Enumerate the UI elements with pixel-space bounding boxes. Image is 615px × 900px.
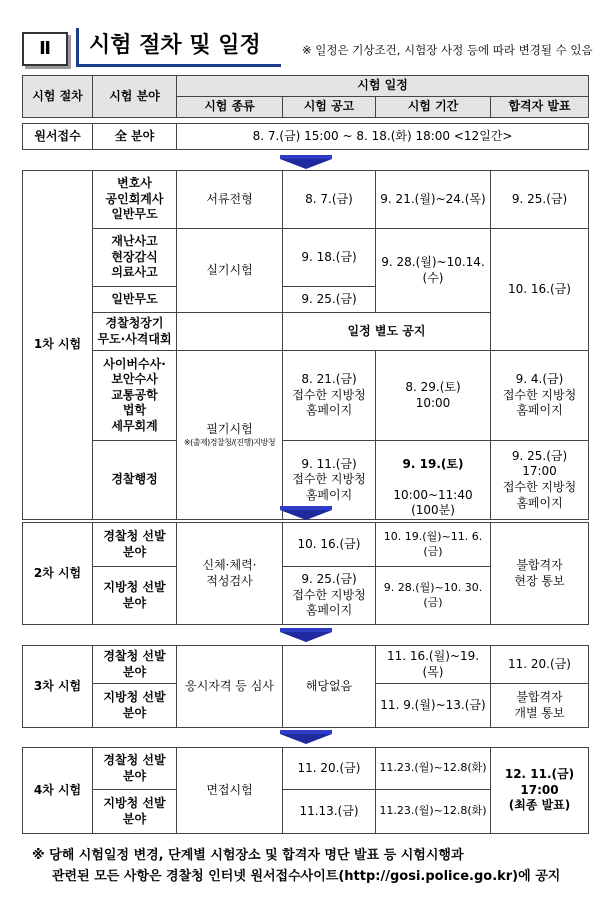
- arrow-down-icon: [280, 628, 332, 642]
- stage4-procedure: 4차 시험: [23, 748, 93, 834]
- stage2-procedure: 2차 시험: [23, 523, 93, 625]
- stage1-procedure: 1차 시험: [23, 171, 93, 520]
- stage4-period: 11.23.(월)~12.8(화): [376, 790, 491, 834]
- stage1-period-date: 9. 19.(토): [402, 456, 464, 471]
- col-header-type: 시험 종류: [177, 97, 283, 118]
- stage1-result: 9. 25.(금) 17:00 접수한 지방청 홈페이지: [491, 441, 589, 520]
- stage1-type-note: ※(출제)경찰청/(진행)지방청: [183, 437, 276, 447]
- stage3-result: 11. 20.(금): [491, 646, 589, 684]
- stage2-period: 10. 19.(월)~11. 6.(금): [376, 523, 491, 567]
- stage1-notice: 9. 18.(금): [283, 229, 376, 287]
- stage1-type: 필기시험: [206, 421, 253, 436]
- arrow-down-icon: [280, 155, 332, 169]
- stage1-type: 서류전형: [177, 171, 283, 229]
- stage2-result: 불합격자 현장 통보: [491, 523, 589, 625]
- title-underline: [76, 64, 281, 67]
- arrow-down-icon: [280, 730, 332, 744]
- col-header-procedure: 시험 절차: [23, 76, 93, 118]
- schedule-change-note: ※ 일정은 기상조건, 시험장 사정 등에 따라 변경될 수 있음: [302, 43, 593, 57]
- footnote-line-1: ※ 당해 시험일정 변경, 단계별 시험장소 및 합격자 명단 발표 등 시험시행과: [32, 848, 464, 863]
- stage1-field: 일반무도: [93, 287, 177, 313]
- stage2-period: 9. 28.(월)~10. 30.(금): [376, 567, 491, 625]
- stage3-field: 경찰청 선발 분야: [93, 646, 177, 684]
- stage3-field: 지방청 선발 분야: [93, 684, 177, 728]
- stage4-notice: 11.13.(금): [283, 790, 376, 834]
- stage1-field: 경찰행정: [93, 441, 177, 520]
- stage1-period: 8. 29.(토) 10:00: [376, 351, 491, 441]
- stage1-field: 사이버수사· 보안수사 교통공학 법학 세무회계: [93, 351, 177, 441]
- stage3-type: 응시자격 등 심사: [177, 646, 283, 728]
- application-period: 8. 7.(금) 15:00 ~ 8. 18.(화) 18:00 <12일간>: [177, 124, 589, 150]
- application-procedure: 원서접수: [23, 124, 93, 150]
- schedule-header-table: [22, 75, 589, 150]
- stage1-result: 10. 16.(금): [491, 229, 589, 351]
- stage3-procedure: 3차 시험: [23, 646, 93, 728]
- stage1-period: 9. 28.(월)~10.14.(수): [376, 229, 491, 313]
- stage4-period: 11.23.(월)~12.8(화): [376, 748, 491, 790]
- stage1-type: 실기시험: [177, 229, 283, 313]
- stage3-period: 11. 16.(월)~19.(목): [376, 646, 491, 684]
- stage1-field: 경찰청장기 무도·사격대회: [93, 313, 177, 351]
- stage2-notice: 9. 25.(금) 접수한 지방청 홈페이지: [283, 567, 376, 625]
- stage1-field: 재난사고 현장감식 의료사고: [93, 229, 177, 287]
- stage1-table: [22, 170, 589, 520]
- stage1-notice: 9. 25.(금): [283, 287, 376, 313]
- stage1-notice: 8. 7.(금): [283, 171, 376, 229]
- stage1-notice: 9. 11.(금) 접수한 지방청 홈페이지: [283, 441, 376, 520]
- stage3-period: 11. 9.(월)~13.(금): [376, 684, 491, 728]
- stage4-notice: 11. 20.(금): [283, 748, 376, 790]
- stage4-field: 지방청 선발 분야: [93, 790, 177, 834]
- stage1-period: 10:00~11:40 (100분): [393, 487, 473, 518]
- stage4-type: 면접시험: [177, 748, 283, 834]
- stage1-notice: 8. 21.(금) 접수한 지방청 홈페이지: [283, 351, 376, 441]
- stage2-field: 경찰청 선발 분야: [93, 523, 177, 567]
- stage2-table: [22, 522, 589, 625]
- stage1-result: 9. 4.(금) 접수한 지방청 홈페이지: [491, 351, 589, 441]
- footnote-line-2: 관련된 모든 사항은 경찰청 인터넷 원서접수사이트(http://gosi.police.go.kr)에 공지: [52, 869, 561, 884]
- stage4-result: 12. 11.(금) 17:00 (최종 발표): [491, 748, 589, 834]
- stage1-result: 9. 25.(금): [491, 171, 589, 229]
- stage1-separate-notice: 일정 별도 공지: [283, 313, 491, 351]
- col-header-period: 시험 기간: [376, 97, 491, 118]
- stage2-type: 신체·체력· 적성검사: [177, 523, 283, 625]
- stage3-table: [22, 645, 589, 728]
- col-header-result: 합격자 발표: [491, 97, 589, 118]
- page-title: 시험 절차 및 일정: [76, 28, 269, 66]
- stage4-table: [22, 747, 589, 834]
- col-header-field: 시험 분야: [93, 76, 177, 118]
- stage1-field: 변호사 공인회계사 일반무도: [93, 171, 177, 229]
- arrow-down-icon: [280, 506, 332, 520]
- section-number: Ⅱ: [22, 32, 68, 66]
- stage4-field: 경찰청 선발 분야: [93, 748, 177, 790]
- application-field: 全 분야: [93, 124, 177, 150]
- stage2-notice: 10. 16.(금): [283, 523, 376, 567]
- stage3-notice: 해당없음: [283, 646, 376, 728]
- col-header-notice: 시험 공고: [283, 97, 376, 118]
- section-header: [20, 28, 593, 66]
- footnote: [32, 845, 602, 887]
- stage1-period: 9. 21.(월)~24.(목): [376, 171, 491, 229]
- col-header-schedule: 시험 일정: [177, 76, 589, 97]
- stage2-field: 지방청 선발 분야: [93, 567, 177, 625]
- stage3-result: 불합격자 개별 통보: [491, 684, 589, 728]
